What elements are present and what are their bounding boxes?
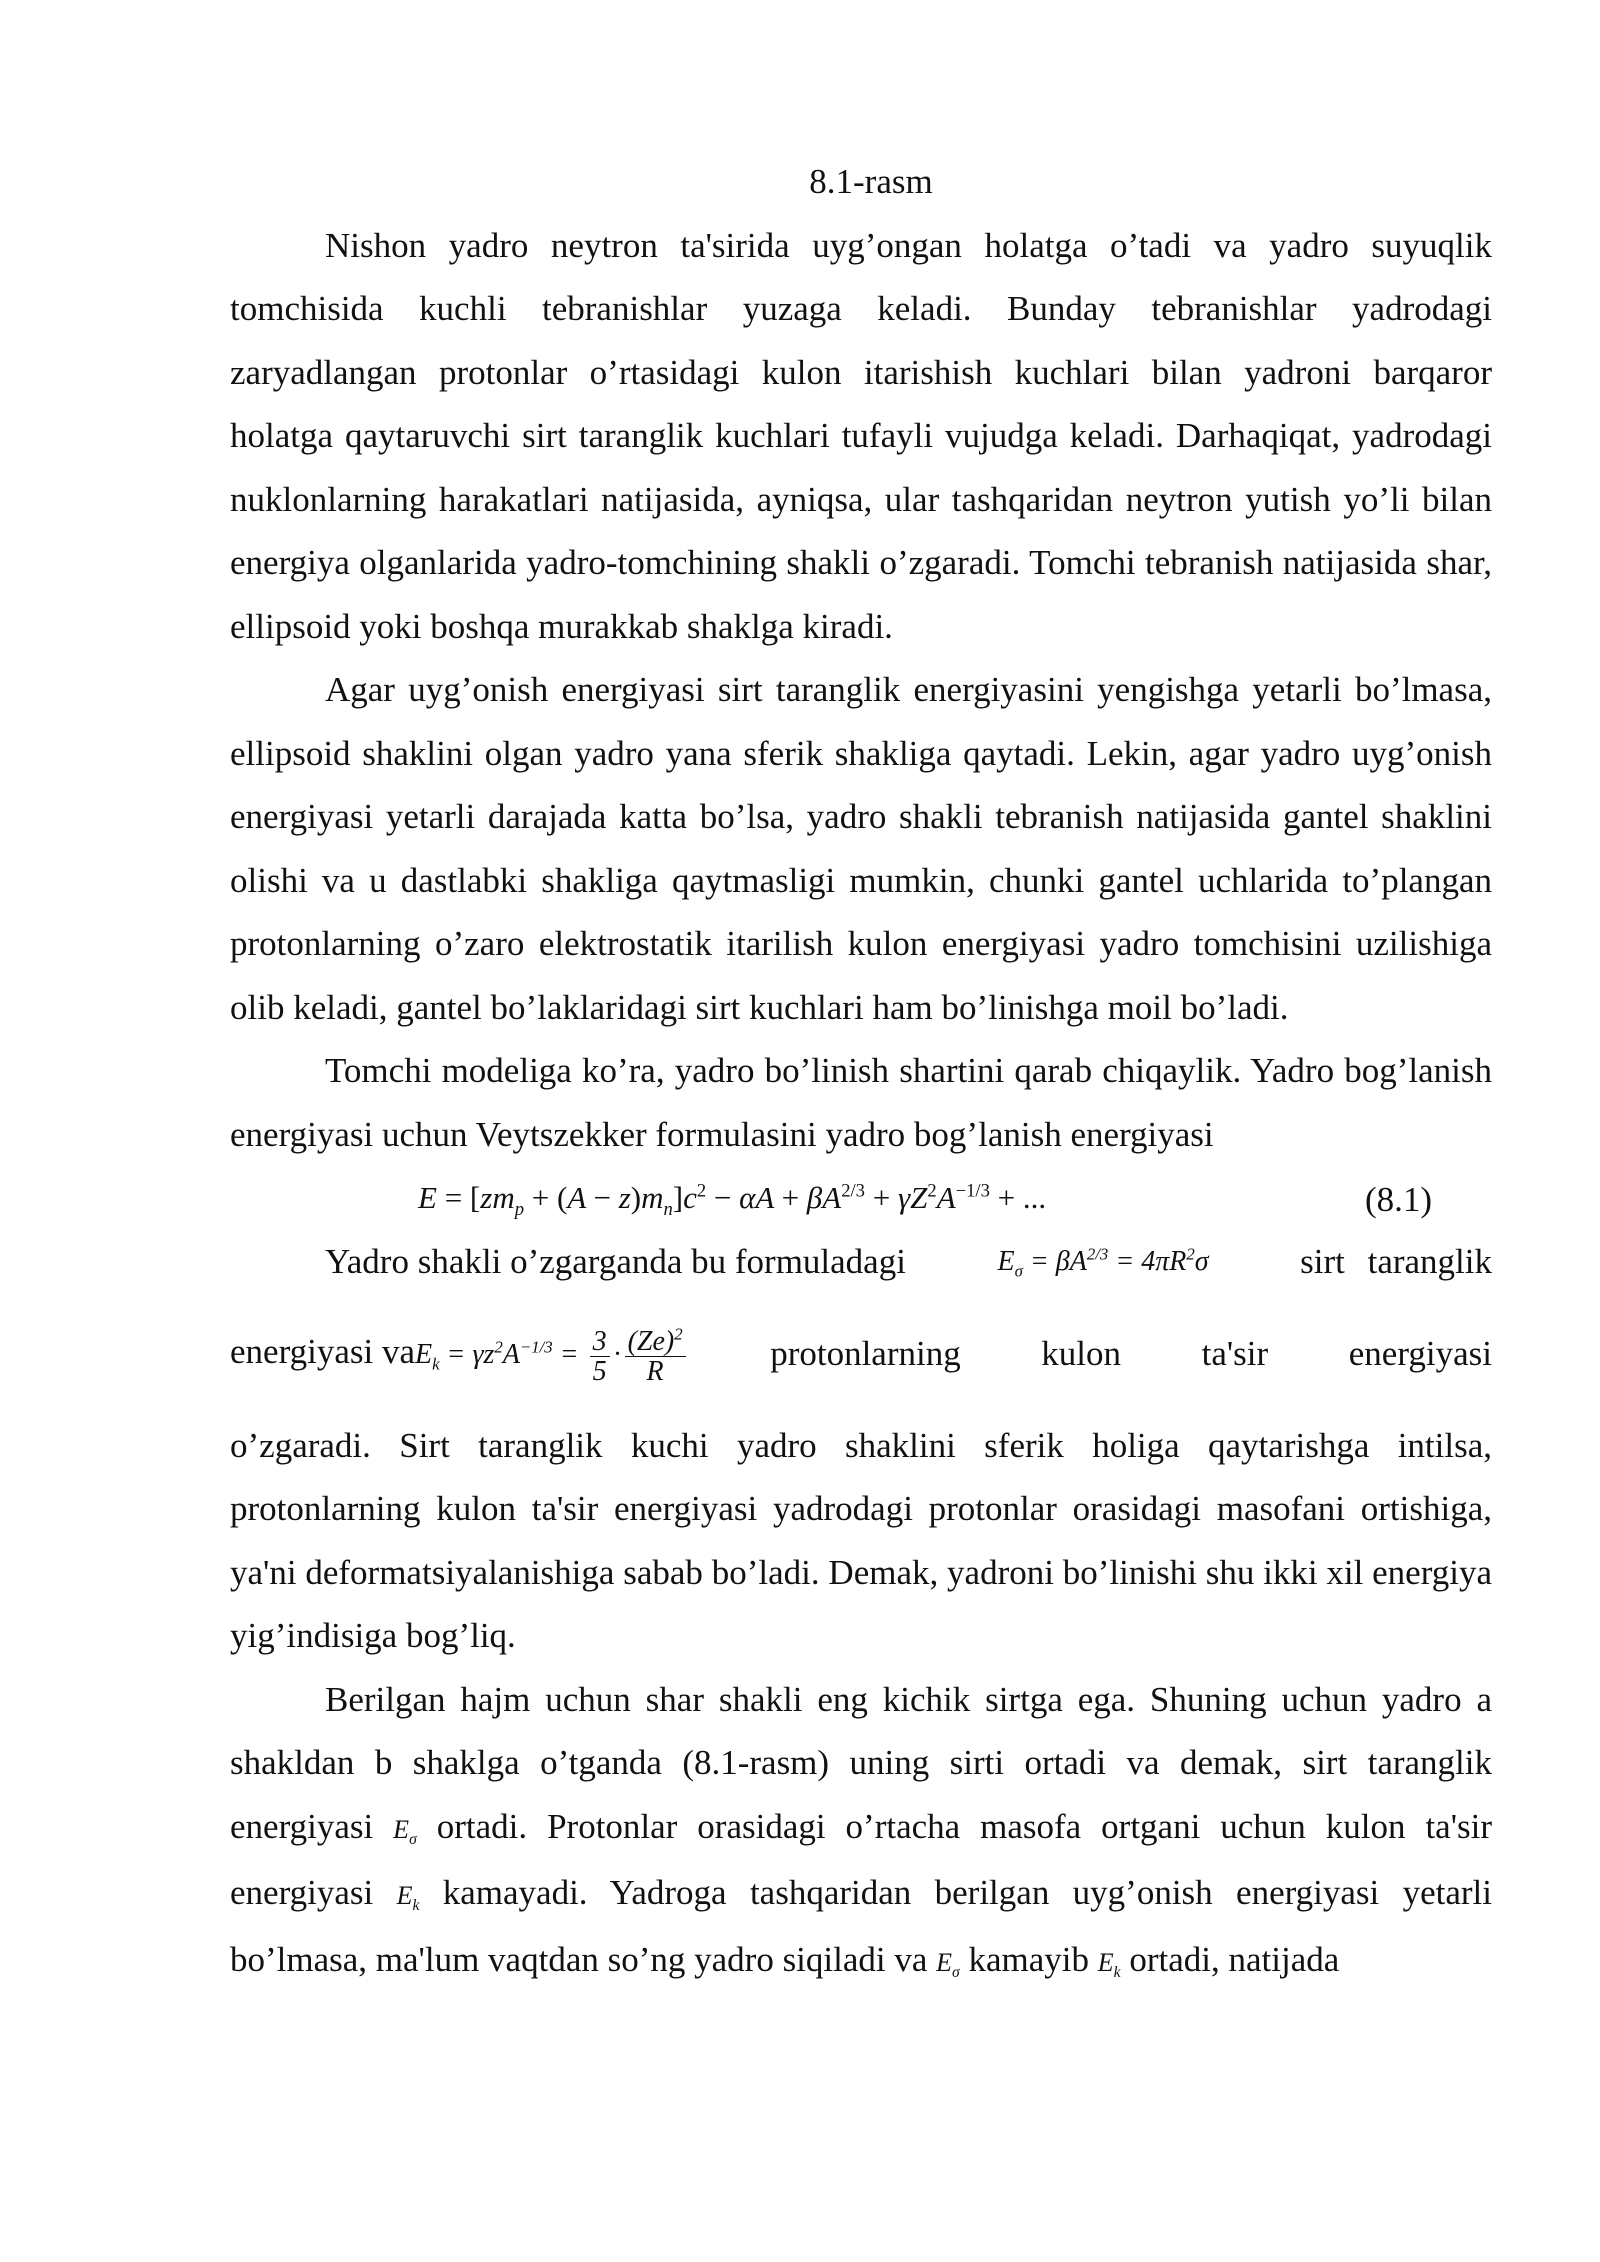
surface-energy-formula: $E_\sigma = \beta A^{2/3} = 4\pi R^2\sigma$: [997, 1244, 1209, 1281]
paragraph-4-mid: sirt taranglik: [1300, 1242, 1492, 1281]
paragraph-4-word-2: kulon: [1041, 1333, 1122, 1373]
surface-energy-symbol-2: $E_\sigma$: [936, 1947, 960, 1981]
paragraph-2: Agar uyg’onish energiyasi sirt taranglik energiyasini yengishga yetarli bo’lmasa, ellipsoid shaklini olgan yadro yana sferik shakliga qaytadi. Lekin, agar yadro uyg’onish energiyasi yetarli darajada katta bo’lsa, yadro shakli tebranish natijasida gantel shaklini olishi va u dastlabki shakliga qaytmasligi mumkin, chunki gantel uchlarida to’plangan protonlarning o’zaro elektrostatik itarilish kulon energiyasi yadro tomchisini uzilishiga olib keladi, gantel bo’laklaridagi sirt kuchlari ham bo’linishga moil bo’ladi.: [230, 670, 1492, 1027]
fraction-ze-over-r: $\frac{(Ze)^2}{R}$: [625, 1327, 686, 1387]
paragraph-3: Tomchi modeliga ko’ra, yadro bo’linish shartini qarab chiqaylik. Yadro bog’lanish energiyasi uchun Veytszekker formulasini yadro bog’lanish energiyasi: [230, 1051, 1492, 1154]
fraction-three-fifths: $\frac{3}{5}$: [590, 1327, 610, 1387]
paragraph-4-line-1: [230, 1230, 1492, 1294]
surface-energy-symbol: $E_\sigma$: [393, 1814, 417, 1848]
paragraph-4-start: Yadro shakli o’zgarganda bu formuladagi: [325, 1242, 906, 1281]
paragraph-5: [230, 1668, 1492, 1995]
paragraph-5-part-d: kamayib: [968, 1939, 1090, 1979]
coulomb-energy-symbol: $E_k$: [396, 1881, 420, 1915]
figure-caption: 8.1-rasm: [809, 162, 933, 201]
paragraph-4-word-4: energiyasi: [1348, 1333, 1492, 1373]
paragraph-4-word-3: ta'sir: [1201, 1333, 1269, 1373]
weizsacker-formula: $E = [zm_p + (A - z)m_n]c^2 - \alpha A + \beta A^{2/3} + \gamma Z^2A^{-1/3}$ + ...: [418, 1180, 1047, 1221]
paragraph-4-rest: o’zgaradi. Sirt taranglik kuchi yadro shaklini sferik holiga qaytarishga intilsa, protonlarning kulon ta'sir energiyasi yadrodagi protonlar orasidagi masofani ortishiga, ya'ni deformatsiyalanishiga sabab bo’ladi. Demak, yadroni bo’linishi shu ikki xil energiya yig’indisiga bog’liq.: [230, 1425, 1492, 1655]
coulomb-energy-symbol-2: $E_k$: [1097, 1947, 1121, 1981]
coulomb-energy-group: [230, 1320, 690, 1387]
paragraph-1: Nishon yadro neytron ta'sirida uyg’ongan holatga o’tadi va yadro suyuqlik tomchisida kuchli tebranishlar yuzaga keladi. Bunday tebranishlar yadrodagi zaryadlangan protonlar o’rtasidagi kulon itarishish kuchlari bilan yadroni barqaror holatga qaytaruvchi sirt taranglik kuchlari tufayli vujudga keladi. Darhaqiqat, yadrodagi nuklonlarning harakatlari natijasida, ayniqsa, ular tashqaridan neytron yutish yo’li bilan energiya olganlarida yadro-tomchining shakli o’zgaradi. Tomchi tebranish natijasida shar, ellipsoid yoki boshqa murakkab shaklga kiradi.: [230, 225, 1492, 646]
paragraph-5-part-c: kamayadi. Yadroga tashqaridan berilgan uyg’onish energiyasi yetarli bo’lmasa, ma'lum vaqtdan so’ng yadro siqiladi va: [230, 1873, 1492, 1979]
paragraph-4-energy-label: energiyasi va: [230, 1332, 415, 1372]
paragraph-4-line-2: [230, 1294, 1492, 1414]
paragraph-5-part-e: ortadi, natijada: [1129, 1939, 1340, 1979]
paragraph-4-word-1: protonlarning: [770, 1333, 961, 1373]
paragraph-5-part-a: Berilgan hajm uchun shar shakli eng kichik sirtga ega. Shuning uchun yadro a shakldan b shaklga o’tganda (8.1-rasm) uning sirti ortadi va demak, sirt taranglik energiyasi: [230, 1679, 1492, 1846]
paragraph-5-part-b: ortadi. Protonlar orasidagi o’rtacha masofa ortgani uchun kulon ta'sir energiyasi: [230, 1806, 1493, 1912]
document-page: [230, 150, 1492, 1994]
equation-8-1: [230, 1166, 1492, 1230]
coulomb-energy-formula: $E_k = \gamma z^2A^{-1/3}$ = $\frac{3}{5}$ · $\frac{(Ze)^2}{R}$: [415, 1339, 690, 1370]
equation-number: (8.1): [1364, 1180, 1432, 1219]
